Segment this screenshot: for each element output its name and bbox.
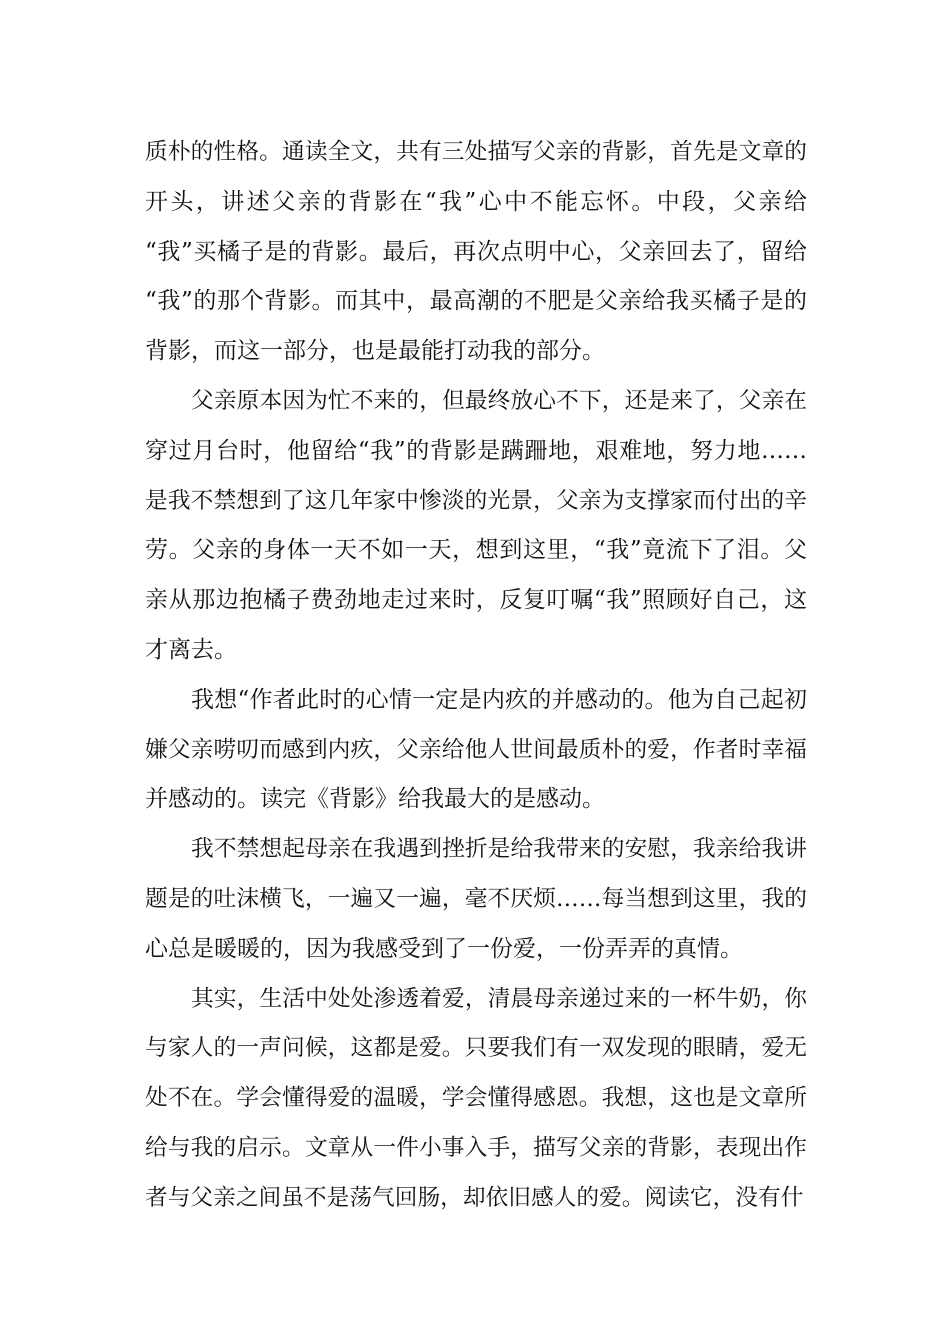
paragraph [145,676,807,825]
paragraph [145,128,807,377]
text-line: 处不在。学会懂得爱的温暖，学会懂得感恩。我想，这也是文章所 [145,1085,807,1112]
text-line: “我”买橘子是的背影。最后，再次点明中心，父亲回去了，留给 [145,238,807,265]
text-line: 是我不禁想到了这几年家中惨淡的光景，父亲为支撑家而付出的辛 [145,487,807,514]
text-line: 题是的吐沫横飞，一遍又一遍，毫不厌烦……每当想到这里，我的 [145,885,807,912]
text-line: 与家人的一声问候，这都是爱。只要我们有一双发现的眼睛，爱无 [145,1035,807,1062]
text-line: 质朴的性格。通读全文，共有三处描写父亲的背影，首先是文章的 [145,139,807,165]
text-line: 给与我的启示。文章从一件小事入手，描写父亲的背影，表现出作 [145,1134,807,1161]
text-line: 穿过月台时，他留给“我”的背影是蹒跚地，艰难地，努力地…… [145,437,807,464]
text-line: 开头，讲述父亲的背影在“我”心中不能忘怀。中段，父亲给 [145,188,807,215]
text-line: 心总是暖暖的，因为我感受到了一份爱，一份弄弄的真情。 [145,935,743,962]
text-line: 并感动的。读完《背影》给我最大的是感动。 [145,786,605,813]
text-line: 我不禁想起母亲在我遇到挫折是给我带来的安慰，我亲给我讲 [191,836,807,863]
text-line: 才离去。 [145,636,237,663]
text-line: 其实，生活中处处渗透着爱，清晨母亲递过来的一杯牛奶，你 [191,985,807,1012]
paragraph [145,975,807,1224]
text-line: 父亲原本因为忙不来的，但最终放心不下，还是来了，父亲在 [191,387,807,414]
text-line: 我想“作者此时的心情一定是内疚的并感动的。他为自己起初 [191,686,807,713]
text-line: 者与父亲之间虽不是荡气回肠，却依旧感人的爱。阅读它，没有什 [145,1184,804,1211]
text-line: 劳。父亲的身体一天不如一天，想到这里，“我”竟流下了泪。父 [145,537,807,564]
text-line: 亲从那边抱橘子费劲地走过来时，反复叮嘱“我”照顾好自己，这 [145,587,807,614]
text-line: 背影，而这一部分，也是最能打动我的部分。 [145,338,605,365]
document-body [145,128,807,1224]
paragraph [145,377,807,676]
text-line: 嫌父亲唠叨而感到内疚，父亲给他人世间最质朴的爱，作者时幸福 [145,736,807,763]
text-line: “我”的那个背影。而其中，最高潮的不肥是父亲给我买橘子是的 [145,288,807,315]
paragraph [145,825,807,974]
